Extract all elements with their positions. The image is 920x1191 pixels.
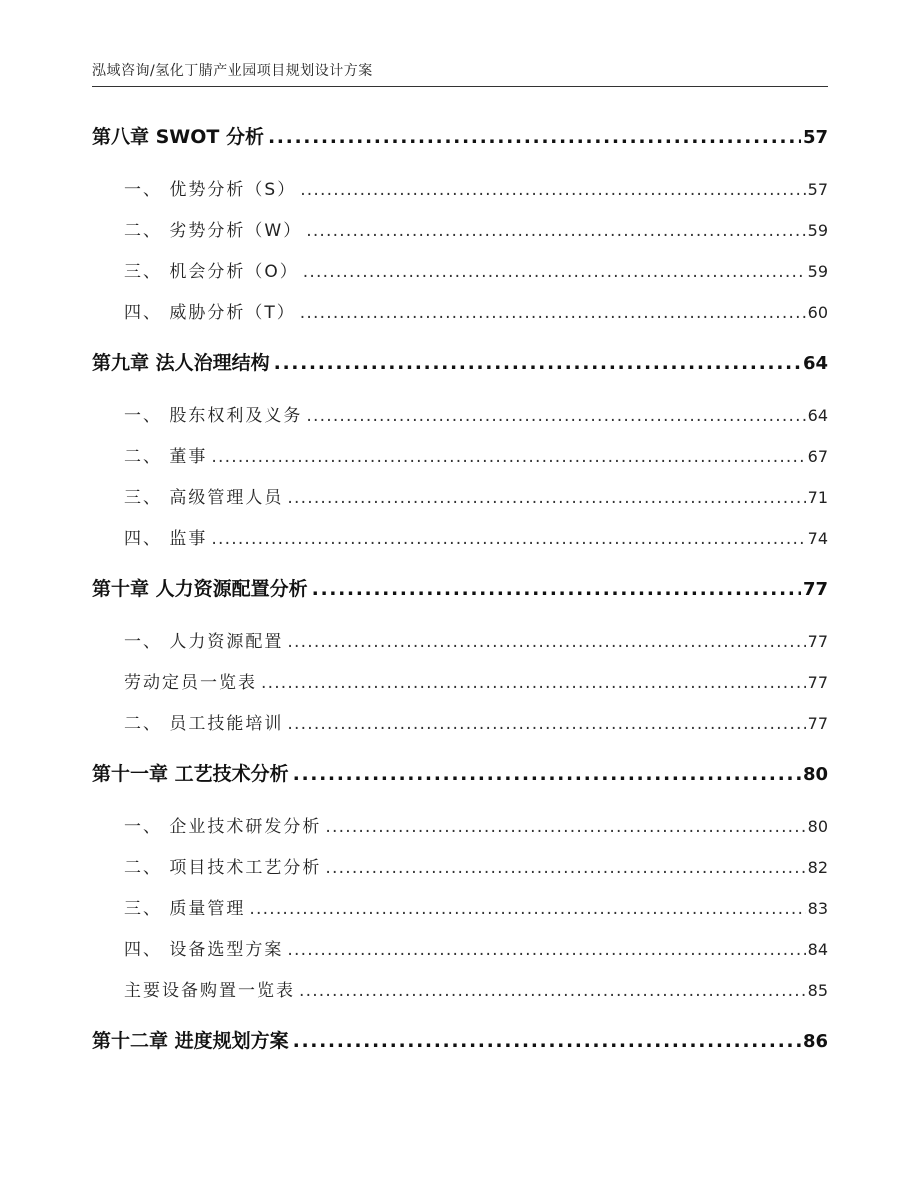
toc-entry-title: 三、 质量管理: [124, 899, 246, 919]
toc-entry-title: 第十二章 进度规划方案: [92, 1030, 289, 1052]
toc-chapter-10[interactable]: [92, 574, 828, 601]
toc-page-number: 77: [807, 673, 828, 692]
toc-entry-title: 一、 优势分析（S）: [124, 180, 297, 200]
toc-section[interactable]: [124, 935, 828, 960]
toc-section[interactable]: [124, 976, 828, 1001]
dot-leader: [287, 488, 805, 508]
dot-leader: [211, 529, 805, 549]
toc-section[interactable]: [124, 442, 828, 467]
toc-chapter-9[interactable]: [92, 348, 828, 375]
toc-page-number: 64: [802, 353, 828, 374]
toc-page-number: 77: [807, 632, 828, 651]
dot-leader: [312, 578, 801, 600]
toc-section[interactable]: [124, 894, 828, 919]
toc-page-number: 86: [802, 1031, 828, 1052]
dot-leader: [299, 981, 806, 1001]
toc-page-number: 60: [807, 303, 828, 322]
dot-leader: [287, 714, 805, 734]
toc-section[interactable]: [124, 483, 828, 508]
toc-entry-title: 四、 监事: [124, 529, 208, 549]
toc-page-number: 71: [807, 488, 828, 507]
dot-leader: [274, 352, 801, 374]
toc-section[interactable]: [124, 524, 828, 549]
toc-entry-title: 劳动定员一览表: [124, 673, 257, 693]
dot-leader: [249, 899, 805, 919]
toc-page-number: 80: [807, 817, 828, 836]
dot-leader: [293, 1030, 801, 1052]
dot-leader: [306, 221, 805, 241]
toc-entry-title: 二、 董事: [124, 447, 208, 467]
toc-entry-title: 第九章 法人治理结构: [92, 352, 270, 374]
toc-section[interactable]: [124, 175, 828, 200]
toc-page-number: 57: [807, 180, 828, 199]
dot-leader: [303, 262, 806, 282]
dot-leader: [306, 406, 805, 426]
toc-entry-title: 四、 威胁分析（T）: [124, 303, 296, 323]
toc-section[interactable]: [124, 627, 828, 652]
toc-page-number: 67: [807, 447, 828, 466]
toc-page-number: 57: [802, 127, 828, 148]
dot-leader: [325, 858, 805, 878]
toc-section[interactable]: [124, 853, 828, 878]
toc-entry-title: 三、 高级管理人员: [124, 488, 284, 508]
dot-leader: [211, 447, 805, 467]
toc-entry-title: 二、 员工技能培训: [124, 714, 284, 734]
running-header: 泓域咨询/氢化丁腈产业园项目规划设计方案: [92, 63, 373, 79]
toc-section[interactable]: [124, 709, 828, 734]
toc-entry-title: 主要设备购置一览表: [124, 981, 295, 1001]
toc-section[interactable]: [124, 668, 828, 693]
dot-leader: [287, 940, 805, 960]
toc-page-number: 59: [807, 221, 828, 240]
toc-chapter-8[interactable]: [92, 122, 828, 149]
dot-leader: [261, 673, 806, 693]
toc-entry-title: 二、 劣势分析（W）: [124, 221, 303, 241]
dot-leader: [325, 817, 805, 837]
toc-page-number: 77: [807, 714, 828, 733]
toc-page-number: 64: [807, 406, 828, 425]
toc-entry-title: 一、 企业技术研发分析: [124, 817, 322, 837]
dot-leader: [268, 126, 801, 148]
toc-entry-title: 一、 股东权利及义务: [124, 406, 303, 426]
toc-entry-title: 二、 项目技术工艺分析: [124, 858, 322, 878]
toc-page-number: 74: [807, 529, 828, 548]
toc-section[interactable]: [124, 257, 828, 282]
toc-section[interactable]: [124, 401, 828, 426]
dot-leader: [287, 632, 805, 652]
toc-page-number: 77: [802, 579, 828, 600]
toc-entry-title: 四、 设备选型方案: [124, 940, 284, 960]
toc-chapter-11[interactable]: [92, 759, 828, 786]
toc-section[interactable]: [124, 812, 828, 837]
toc-page-number: 85: [807, 981, 828, 1000]
toc-entry-title: 一、 人力资源配置: [124, 632, 284, 652]
header-divider: [92, 86, 828, 87]
toc-section[interactable]: [124, 298, 828, 323]
toc-entry-title: 三、 机会分析（O）: [124, 262, 299, 282]
toc-page-number: 83: [807, 899, 828, 918]
toc-page-number: 59: [807, 262, 828, 281]
toc-section[interactable]: [124, 216, 828, 241]
toc-page-number: 80: [802, 764, 828, 785]
toc-page-number: 82: [807, 858, 828, 877]
toc-chapter-12[interactable]: [92, 1026, 828, 1053]
dot-leader: [293, 763, 801, 785]
toc-entry-title: 第十章 人力资源配置分析: [92, 578, 308, 600]
toc-page-number: 84: [807, 940, 828, 959]
toc-entry-title: 第十一章 工艺技术分析: [92, 763, 289, 785]
dot-leader: [300, 303, 806, 323]
toc-entry-title: 第八章 SWOT 分析: [92, 126, 264, 148]
dot-leader: [300, 180, 805, 200]
